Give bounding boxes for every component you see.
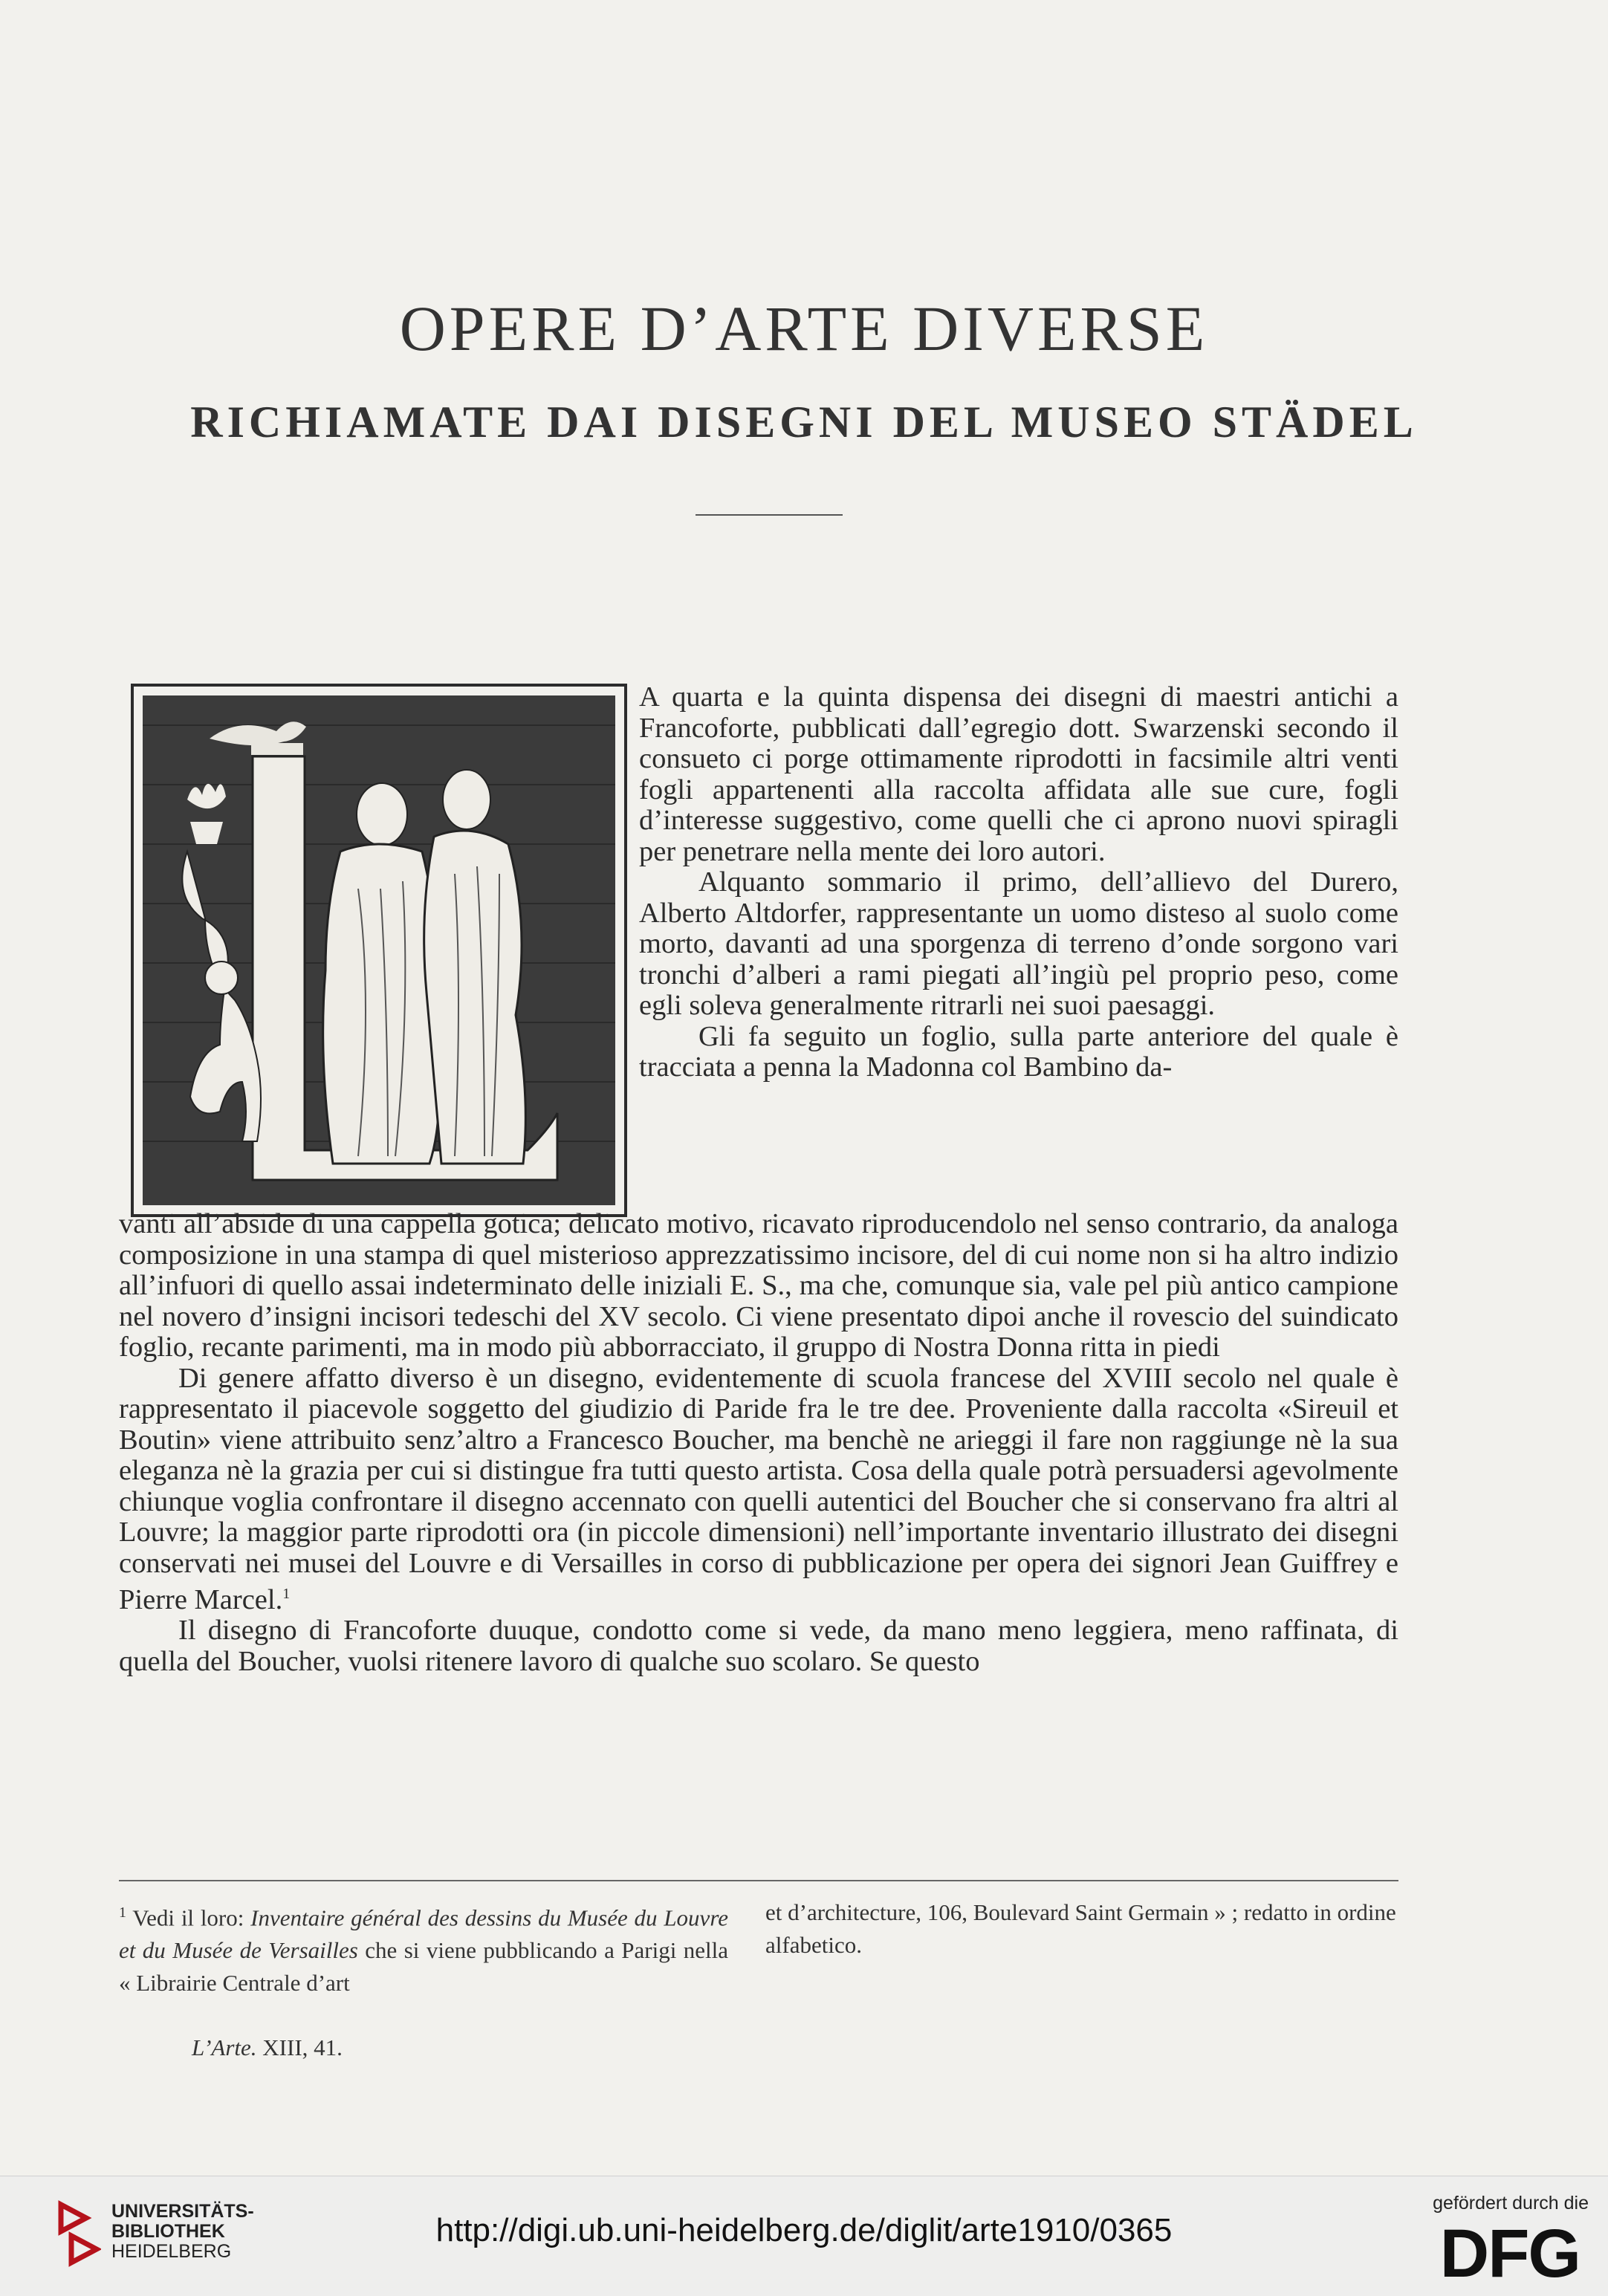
footnote-divider	[119, 1880, 1398, 1881]
title-divider	[696, 514, 843, 516]
footnote-left-column	[119, 1896, 728, 2000]
paragraph: Alquanto sommario il primo, dell’allievo del Durero, Alberto Altdorfer, rappresentante un uomo disteso al suolo come morto, davanti ad una sporgenza di terreno d’onde sorgono vari tronchi d’alberi a rami piegati all’ingiù pel proprio peso, come egli soleva generalmente ritrarli nei suoi paesaggi.	[639, 866, 1398, 1021]
full-width-text-column	[119, 1209, 1398, 1677]
paragraph: Gli fa seguito un foglio, sulla parte anteriore del quale è tracciata a penna la Madonna col Bambino da-	[639, 1020, 1398, 1083]
volume-number: XIII, 41.	[262, 2034, 343, 2060]
permalink-url[interactable]: http://digi.ub.uni-heidelberg.de/diglit/arte1910/0365	[435, 2212, 1173, 2248]
footnote-cited-title: Inventaire général des dessins du Musée du Louvre et du Musée de Versailles	[119, 1904, 728, 1964]
library-name-line: HEIDELBERG	[111, 2241, 232, 2262]
footnote-reference[interactable]: 1	[282, 1586, 291, 1602]
dfg-logo[interactable]: DFG	[1439, 2216, 1580, 2292]
library-name-line: UNIVERSITÄTS-	[111, 2201, 254, 2222]
footnote-marker: 1	[119, 1904, 126, 1921]
paragraph	[119, 1363, 1398, 1616]
footnote-right-column	[765, 1896, 1398, 1962]
page-signature	[192, 2034, 343, 2061]
digitization-footer	[0, 2176, 1608, 2296]
journal-name: L’Arte.	[192, 2034, 257, 2060]
library-name-line: BIBLIOTHEK	[111, 2221, 225, 2242]
paragraph-text: Di genere affatto diverso è un disegno, evidentemente di scuola francese del XVIII secolo nel quale è rappresentato il piacevole soggetto del giudizio di Paride fra le tre dee. Proveniente dalla raccolta «Sireuil et Boutin» viene attribuito senz’altro a Francesco Boucher, ma benchè ne arieggi il fare non raggiunge nè la sua eleganza nè la grazia per cui si distingue fra tutti questo artista. Cosa della quale potrà persuadersi agevolmente chiunque voglia confrontare il disegno accennato con quelli autentici del Boucher che si conservano fra altri al Louvre; la maggior parte riprodotti ora (in piccole dimensioni) nell’importante inventario illustrato dei disegni conservati nei musei del Louvre e di Versailles in corso di pubblicazione per opera dei signori Jean Guiffrey e Pierre Marcel.	[119, 1362, 1398, 1615]
footnote-text: che si viene pubblicando a Parigi nella « Librairie Centrale d’art	[119, 1937, 728, 1997]
initial-l-engraving-icon	[143, 695, 615, 1205]
paragraph: vanti all’abside di una cappella gotica; delicato motivo, ricavato riproducendolo nel senso contrario, da analoga composizione in una stampa di quel misterioso apprezzatissimo incisore, del di cui nome non si ha altro indizio all’infuori di quello assai indeterminato delle iniziali E. S., ma che, comunque sia, vale pel più antico campione nel novero d’insigni incisori tedeschi del XV secolo. Ci viene presentato dipoi anche il rovescio del suindicato foglio, recante parimenti, ma in modo più abborracciato, il gruppo di Nostra Donna ritta in piedi	[119, 1208, 1398, 1363]
footnote-lead: Vedi il loro:	[132, 1904, 244, 1931]
funding-label: gefördert durch die	[1433, 2193, 1589, 2214]
article-title: OPERE D’ARTE DIVERSE	[399, 293, 1209, 364]
footnote-text-continued: et d’architecture, 106, Boulevard Saint Germain » ; redatto in ordine alfabetico.	[765, 1899, 1396, 1958]
wrapped-text-column	[639, 682, 1398, 1083]
paragraph: Il disegno di Francoforte duuque, condotto come si vede, da mano meno leggiera, meno raffinata, di quella del Boucher, vuolsi ritenere lavoro di qualche suo scolaro. Se questo	[119, 1615, 1398, 1677]
article-subtitle: RICHIAMATE DAI DISEGNI DEL MUSEO STÄDEL	[190, 398, 1418, 447]
decorated-initial-illustration	[131, 684, 627, 1217]
paragraph: A quarta e la quinta dispensa dei disegni di maestri antichi a Francoforte, pubblicati dall’egregio dott. Swarzenski secondo il consueto ci porge ottimamente riprodotti in facsimile altri venti fogli appartenenti alla raccolta affidata alle sue cure, fogli d’interesse suggestivo, come quelli che ci aprono nuovi spiragli per penetrare nella mente dei loro autori.	[639, 681, 1398, 867]
